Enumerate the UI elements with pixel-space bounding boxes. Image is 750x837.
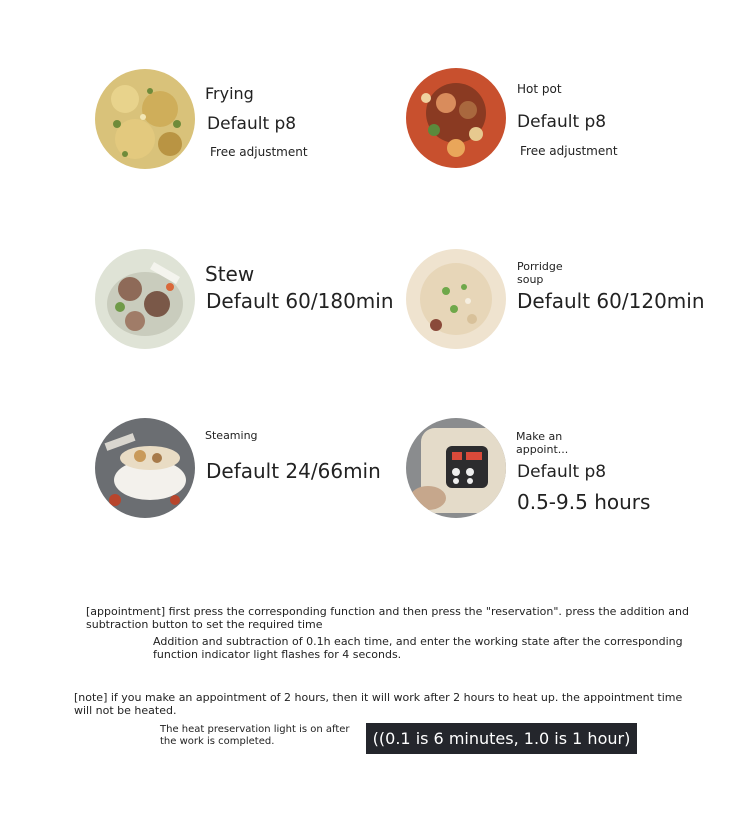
porridge-image (406, 249, 506, 349)
feature-default: Default p8 (517, 112, 607, 132)
time-conversion-badge: ((0.1 is 6 minutes, 1.0 is 1 hour) (366, 723, 637, 754)
feature-default: Default p8 (207, 114, 297, 134)
feature-adjustment: Free adjustment (520, 144, 618, 158)
feature-frying (95, 69, 455, 179)
feature-name: Hot pot (517, 82, 562, 96)
feature-default: Default p8 (517, 462, 607, 482)
feature-hot-pot (406, 68, 750, 178)
feature-stew (95, 249, 455, 359)
feature-default: Default 24/66min (206, 459, 381, 483)
control-panel-image (406, 418, 506, 518)
feature-adjustment: Free adjustment (210, 145, 308, 159)
feature-name: Porridge soup (517, 260, 563, 286)
stew-image (95, 249, 195, 349)
feature-time-range: 0.5-9.5 hours (517, 490, 651, 514)
feature-name: Stew (205, 262, 255, 286)
feature-steaming (95, 418, 455, 528)
fried-rice-image (95, 69, 195, 169)
feature-default: Default 60/120min (517, 289, 705, 313)
feature-name: Frying (205, 84, 254, 103)
feature-porridge-soup (406, 249, 750, 359)
feature-appointment (406, 418, 750, 528)
feature-default: Default 60/180min (206, 289, 394, 313)
appointment-note: [note] if you make an appointment of 2 hours, then it will work after 2 hours to heat up. the appointment time will not be heated. (74, 691, 683, 717)
appointment-instruction: [appointment] first press the corresponding function and then press the "reservation". press the addition and subtraction button to set the required time (86, 605, 689, 631)
hot-pot-image (406, 68, 506, 168)
heat-preservation-note: The heat preservation light is on after the work is completed. (160, 724, 350, 747)
steamer-image (95, 418, 195, 518)
addition-instruction: Addition and subtraction of 0.1h each time, and enter the working state after the corresponding function indicator light flashes for 4 seconds. (153, 635, 683, 661)
feature-name: Steaming (205, 429, 258, 442)
feature-name: Make an appoint... (516, 430, 569, 456)
